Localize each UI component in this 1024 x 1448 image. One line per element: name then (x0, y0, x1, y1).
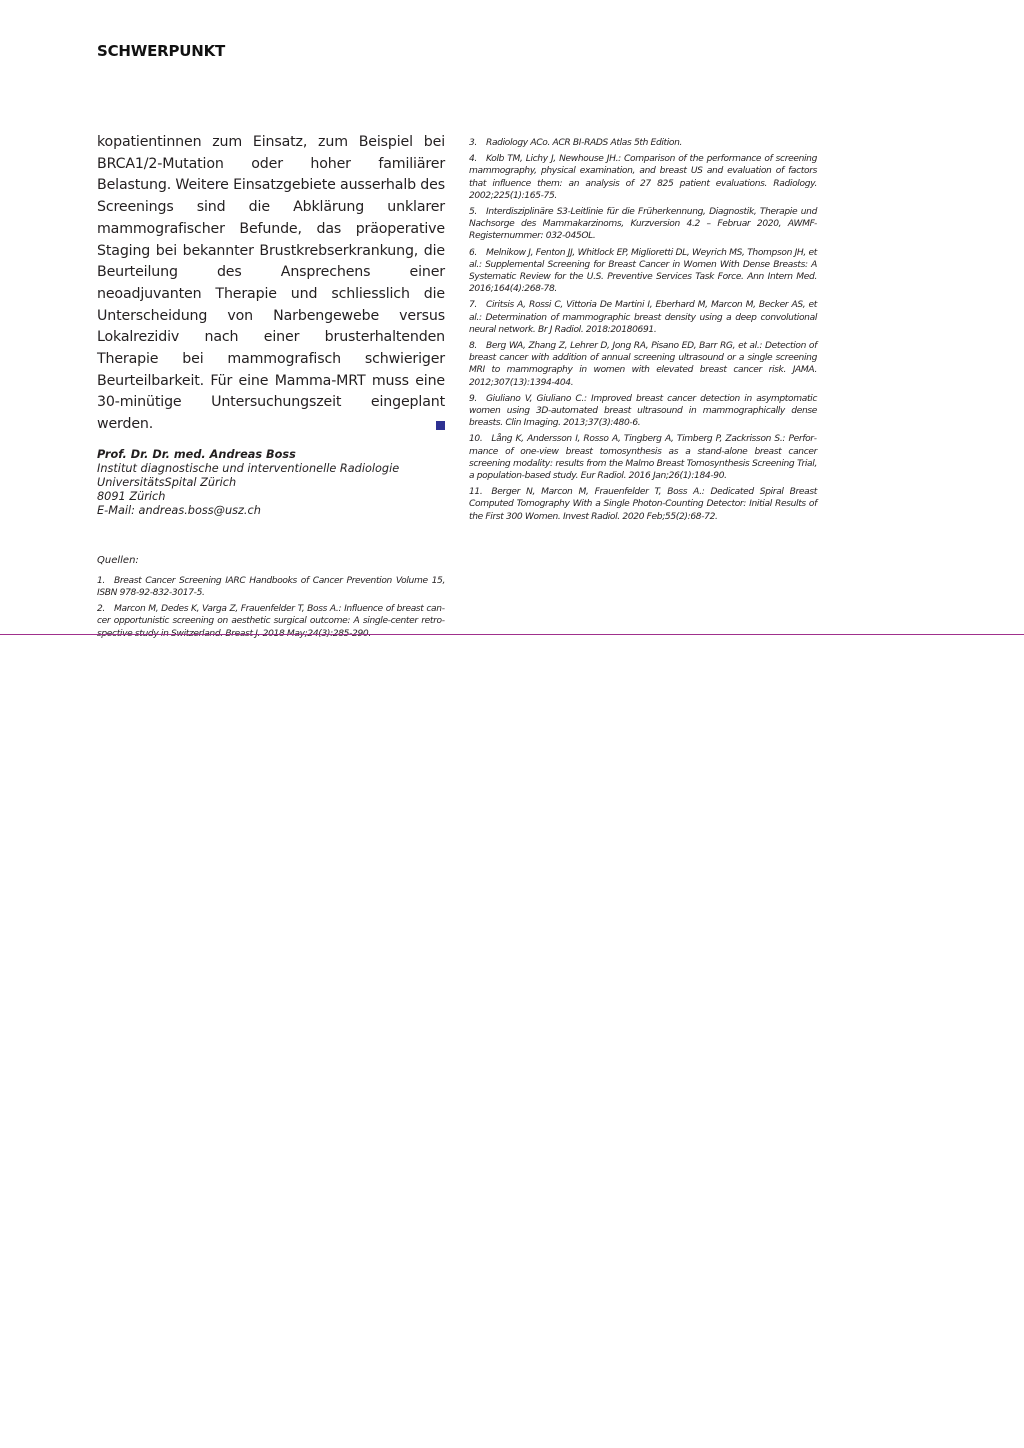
author-institute: Institut diagnostische und interventionelle Radiologie (97, 461, 400, 475)
reference-text: Giuliano V, Giuliano C.: Improved breast cancer detection in asymptomatic women using 3D-automated breast ultrasound in mammographically dense breasts. Clin Imaging. 2013;37(3):480-6. (469, 393, 817, 429)
reference-list-left (97, 575, 445, 640)
page-divider (0, 634, 1024, 635)
reference-item (469, 486, 817, 523)
reference-text: Kolb TM, Lichy J, Newhouse JH.: Comparison of the performance of screening mammography, physical examination, and breast US and evaluation of factors that influence them: an analysis of 27 825 patient evaluations. Radiology. 2002;225(1):165-75. (469, 154, 817, 201)
reference-item (469, 247, 817, 296)
reference-text: Breast Cancer Screening IARC Handbooks of Cancer Prevention Volume 15, ISBN 978-92-832-3017-5. (97, 575, 445, 599)
reference-number: 5. (469, 207, 477, 218)
reference-text: Lång K, Andersson I, Rosso A, Tingberg A, Timberg P, Zackrisson S.: Performance of one-view breast tomosynthesis as a stand-alone breast cancer screening modality: results from the Malmo Breast Tomosynthesis Screening Trial, a population-based study. Eur Radiol. 2016 Jan;26(1):184-90. (469, 434, 817, 482)
right-column (469, 137, 817, 527)
end-of-article-marker (436, 421, 445, 430)
reference-number: 7. (469, 300, 477, 311)
left-column (97, 132, 445, 644)
reference-number: 4. (469, 154, 477, 165)
reference-text: Interdisziplinäre S3-Leitlinie für die Früherkennung, Diagnostik, Therapie und Nachsorge des Mammakarzinoms, Kurzversion 4.2 – Februar 2020, AWMF-Registernummer: 032-045OL. (469, 207, 817, 242)
reference-number: 10. (469, 434, 483, 445)
article-body-text: kopatientinnen zum Einsatz, zum Beispiel bei BRCA1/2-Mutation oder hoher familiärer Belastung. Weitere Einsatzgebiete ausserhalb des Screenings sind die Abklärung unklarer mammografischer Befunde, das präoperative Staging bei bekannter Brustkrebserkrankung, die Beurteilung des Ansprechens einer neoadjuvanten Therapie und schliesslich die Unterscheidung von Narbengewebe versus Lokalrezidiv nach einer brusterhaltenden Therapie bei mammografisch schwieriger Beurteilbarkeit. Für eine Mamma-MRT muss eine 30-minütige Untersuchungszeit eingeplant werden. (97, 134, 445, 433)
reference-text: Berger N, Marcon M, Frauenfelder T, Boss A.: Dedicated Spiral Breast Computed Tomography With a Single Photon-Counting Detector: Initial Results of the First 300 Women. Invest Radiol. 2020 Feb;55(2):68-72. (469, 487, 817, 522)
reference-number: 9. (469, 393, 477, 404)
reference-text: Radiology ACo. ACR BI-RADS Atlas 5th Edition. (485, 138, 683, 148)
article-body (97, 132, 445, 436)
sources-heading: Quellen: (97, 554, 139, 566)
reference-item (469, 393, 817, 430)
reference-item (97, 575, 445, 599)
author-city: 8091 Zürich (97, 489, 166, 503)
reference-text: Marcon M, Dedes K, Varga Z, Frauenfelder T, Boss A.: Influence of breast cancer opportunistic screening on aesthetic surgical outcome: A single-center retro (97, 604, 445, 627)
reference-list-right (469, 137, 817, 523)
reference-number: 1. (97, 575, 105, 586)
reference-text: Berg WA, Zhang Z, Lehrer D, Jong RA, Pisano ED, Barr RG, et al.: Detection of breast cancer with addition of annual screening ultrasound or a single screening MRI to mammography in women with elevated breast cancer risk. JAMA. 2012;307(13):1394-404. (469, 341, 817, 388)
reference-number: 3. (469, 138, 477, 148)
reference-number: 11. (469, 487, 483, 498)
reference-item (469, 299, 817, 336)
reference-item (469, 340, 817, 389)
author-email: E-Mail: andreas.boss@usz.ch (97, 503, 261, 517)
section-title: SCHWERPUNKT (97, 42, 226, 60)
reference-number: 8. (469, 341, 477, 352)
reference-number: 2. (97, 604, 105, 615)
reference-item (469, 153, 817, 202)
reference-item (469, 206, 817, 243)
reference-item (469, 433, 817, 482)
reference-text: Melnikow J, Fenton JJ, Whitlock EP, Miglioretti DL, Weyrich MS, Thompson JH, et al.: Supplemental Screening for Breast Cancer in Women With Dense Breasts: A Systematic Review for the U.S. Preventive Services Task Force. Ann Intern Med. 2016;164(4):268-78. (469, 247, 817, 295)
author-hospital: UniversitätsSpital Zürich (97, 475, 237, 489)
reference-item (469, 137, 817, 149)
author-name: Prof. Dr. Dr. med. Andreas Boss (97, 447, 296, 461)
reference-number: 6. (469, 247, 477, 258)
author-block (97, 448, 445, 518)
reference-text: Ciritsis A, Rossi C, Vittoria De Martini I, Eberhard M, Marcon M, Becker AS, et al.: Determination of mammographic breast density using a deep convolutional neural network. Br J Radiol. 2018:20180691. (469, 300, 817, 335)
